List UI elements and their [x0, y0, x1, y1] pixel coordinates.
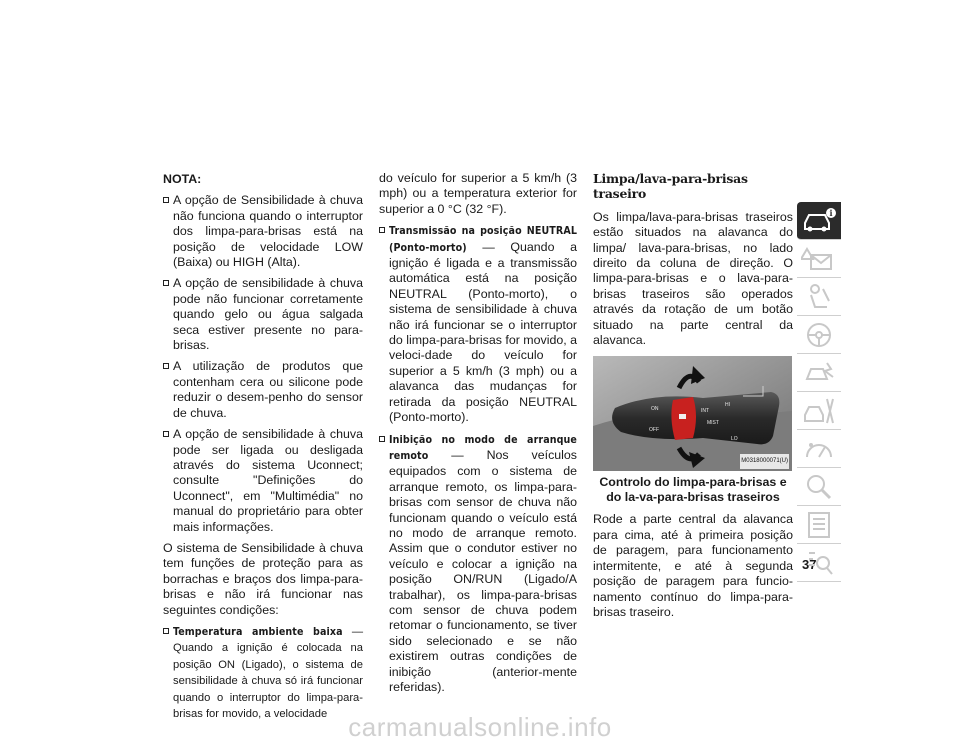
figure-code: M0318000071(U) [740, 454, 789, 469]
tab-seat-person[interactable] [797, 278, 841, 316]
condition-list-2 [379, 223, 577, 695]
body-paragraph: Rode a parte central da alavanca para cima, até à primeira posição de paragem, para funcionamento intermitente, e até à segunda posição de paragem para funcio-namento contínuo do limpa-para-brisas traseiro. [593, 512, 793, 619]
section-heading: Limpa/lava-para-brisas traseiro [593, 171, 748, 202]
figure-caption: Controlo do limpa-para-brisas e do la-va-para-brisas traseiros [599, 475, 787, 505]
tab-list[interactable] [797, 506, 841, 544]
label-int: INT [701, 408, 710, 415]
svg-text:i: i [829, 208, 833, 218]
watermark: carmanualsonline.info [348, 712, 612, 742]
list-item [163, 624, 363, 722]
crash-icon [801, 357, 837, 389]
mail-warning-icon [801, 243, 837, 275]
note-title: NOTA: [163, 172, 202, 186]
column-1 [163, 172, 363, 728]
tab-crash[interactable] [797, 354, 841, 392]
condition-term: Transmissão na posição NEUTRAL (Ponto-morto) [389, 225, 577, 254]
page-number: 37 [802, 557, 817, 572]
list-icon [801, 509, 837, 541]
seat-person-icon [801, 281, 837, 313]
tab-car-info[interactable] [797, 202, 841, 240]
label-lo: LO [731, 436, 738, 443]
tab-steering-wheel[interactable] [797, 316, 841, 354]
list-item: A opção de sensibilidade à chuva pode ser ligada ou desligada através do sistema Uconnect; consulte "Definições do Uconnect", em "Multimédia" no manual do proprietário para obter mais informações. [163, 427, 363, 535]
label-mist: MIST [707, 420, 719, 427]
magnifier-icon [801, 471, 837, 503]
list-item [379, 223, 577, 425]
index-search-icon [801, 547, 837, 579]
condition-term: Inibição no modo de arranque remoto [389, 433, 577, 462]
car-tools-icon [801, 395, 837, 427]
tab-mail-warning[interactable] [797, 240, 841, 278]
condition-text: — Quando a ignição é ligada e a transmissão automática está na posição NEUTRAL (Ponto-morto), o sistema de sensibilidade à chuva não irá funcionar se o interruptor do limpa-para-brisas for movido, a veloci-dade do veículo for superior a 5 km/h (3 mph) ou a alavanca das mudanças for retirada da posição NEUTRAL (Ponto-morto). [389, 239, 578, 425]
label-hi: HI [725, 402, 730, 409]
condition-list [163, 624, 363, 722]
column-3 [593, 171, 793, 626]
condition-term: Temperatura ambiente baixa [173, 625, 343, 638]
column-2 [379, 171, 577, 701]
label-off: OFF [649, 427, 659, 434]
continued-text: do veículo for superior a 5 km/h (3 mph) ou a temperatura exterior for superior a 0 °C (32 °F). [379, 171, 577, 216]
list-item: A utilização de produtos que contenham cera ou silicone pode reduzir o desem-penho do sensor de chuva. [163, 359, 363, 421]
tab-car-tools[interactable] [797, 392, 841, 430]
wiper-lever-figure [593, 356, 792, 471]
list-item [379, 432, 577, 696]
body-paragraph: O sistema de Sensibilidade à chuva tem funções de proteção para as borrachas e braços dos limpa-para-brisas e não irá funcionar nas seguintes condições: [163, 540, 363, 617]
condition-text: — Nos veículos equipados com o sistema de arranque remoto, os limpa-para-brisas com sensor de chuva não funcionam quando o veículo está no modo de arranque remoto. Assim que o condutor estiver no veículo e colocar a ignição na posição ON/RUN (Ligado/A trabalhar), os limpa-para-brisas com sensor de chuva podem retomar o funcionamento, se tiver sido selecionado e se não existirem outras condições de inibição (anterior-mente referidas). [389, 447, 577, 694]
chapter-tabs [797, 202, 841, 582]
list-item: A opção de Sensibilidade à chuva não funciona quando o interruptor dos limpa-para-brisas está na posição de velocidade LOW (Baixa) ou HIGH (Alta). [163, 193, 363, 270]
tab-dashboard-gauge[interactable] [797, 430, 841, 468]
note-list [163, 193, 363, 535]
condition-text: — Quando a ignição é colocada na posição ON (Ligado), o sistema de sensibilidade à chuva só irá funcionar quando o interruptor do limpa-para-brisas for movido, a velocidade [173, 625, 364, 720]
body-paragraph: Os limpa/lava-para-brisas traseiros estão situados na alavanca do limpa/ lava-para-brisas, no lado direito da coluna de direção. O limpa-para-brisas e o lava-para-brisas traseiros são operados através da rotação de um botão situado na parte central da alavanca. [593, 209, 793, 348]
dashboard-gauge-icon [801, 433, 837, 465]
list-item: A opção de sensibilidade à chuva pode não funcionar corretamente quando gelo ou água salgada seca estiver presente no para-brisas. [163, 276, 363, 353]
steering-wheel-icon [801, 319, 837, 351]
car-info-icon [801, 205, 837, 237]
tab-index-search[interactable] [797, 544, 841, 582]
tab-magnifier[interactable] [797, 468, 841, 506]
label-on: ON [651, 406, 659, 413]
